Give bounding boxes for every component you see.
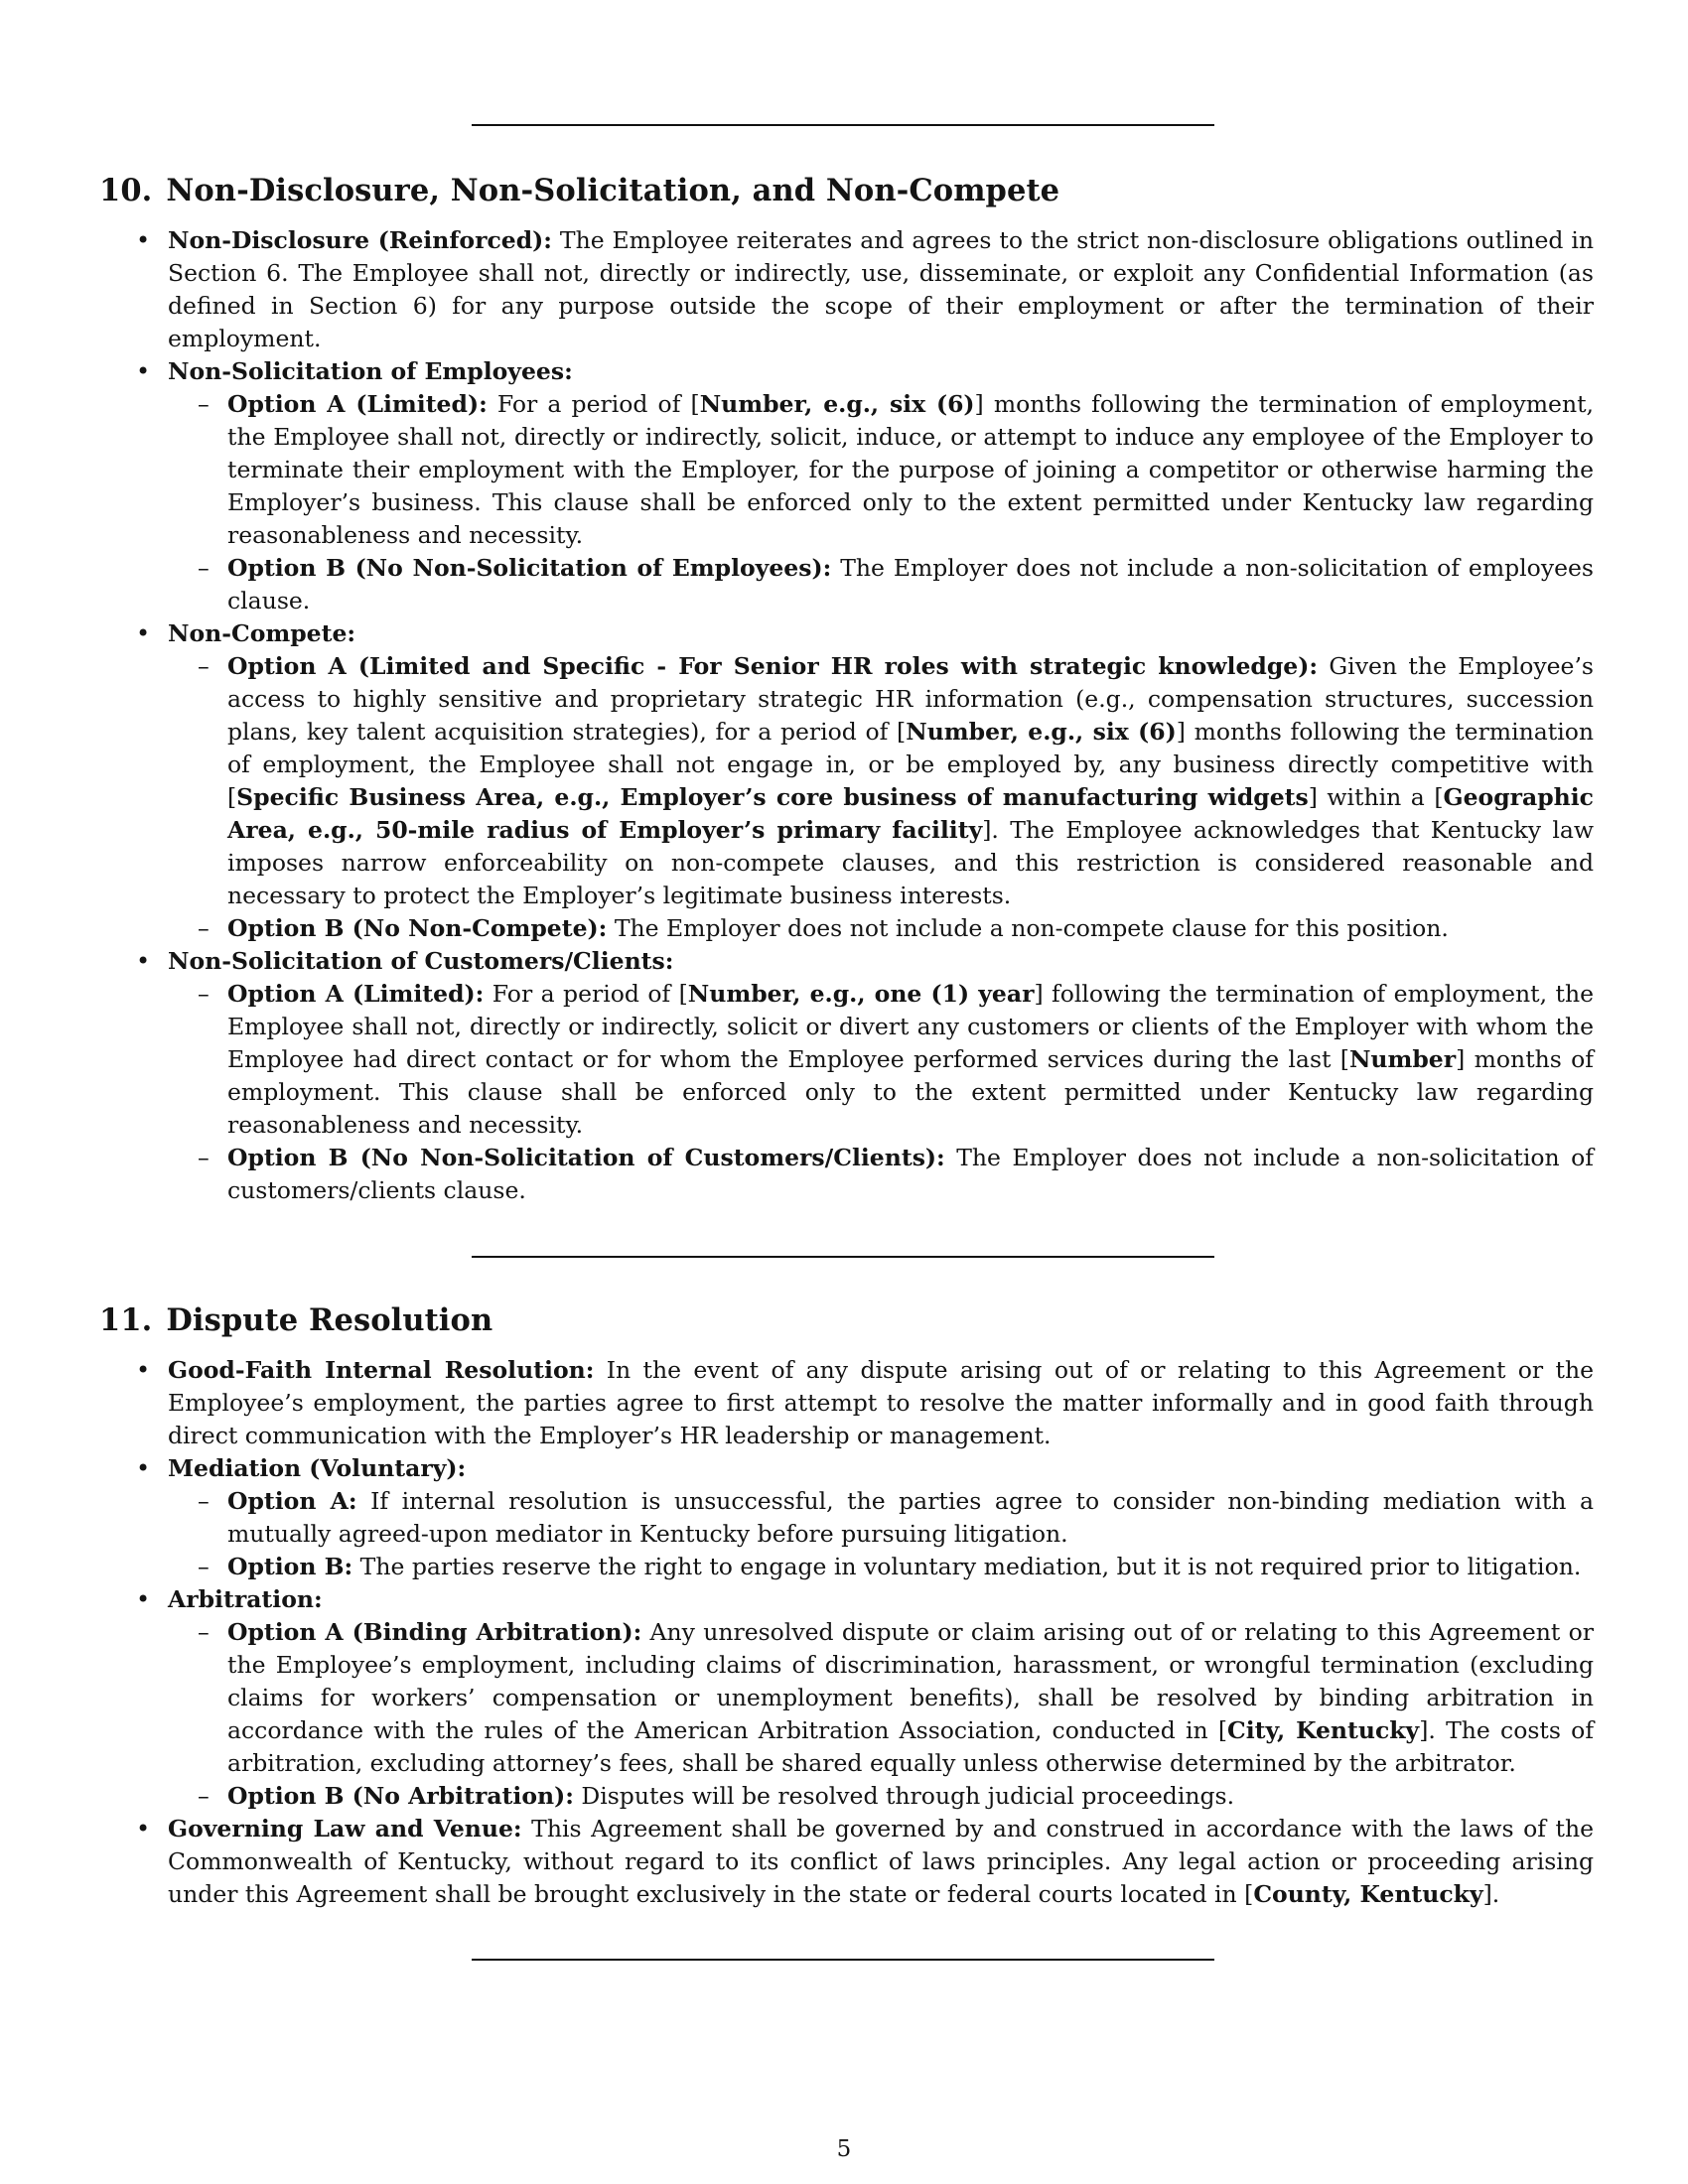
item-label: Non-Compete: xyxy=(168,619,356,647)
item-label: Governing Law and Venue: xyxy=(168,1815,522,1843)
option-text: The parties reserve the right to engage in voluntary mediation, but it is not required prior to litigation. xyxy=(359,1553,1582,1580)
option-label: Option B (No Non-Solicitation of Employees): xyxy=(227,554,832,582)
list-item-non-solicitation-customers xyxy=(99,945,1594,1207)
placeholder-text: Number, e.g., one (1) year xyxy=(687,980,1035,1008)
placeholder-text: Specific Business Area, e.g., Employer’s core business of manufacturing widgets xyxy=(236,783,1309,811)
sub-item-option-b xyxy=(168,1551,1594,1583)
item-label: Non-Solicitation of Customers/Clients: xyxy=(168,947,674,975)
option-text: The Employer does not include a non-compete clause for this position. xyxy=(614,914,1449,942)
placeholder-text: Geographic Area, e.g., 50-mile radius of Employer’s primary facility xyxy=(227,783,1594,844)
item-text: This Agreement shall be governed by and construed in accordance with the laws of the Commonwealth of Kentucky, without regard to its conflict of laws principles. Any legal action or proceeding arising under this Agreement shall be brought exclusively in the state or federal courts located in [ xyxy=(168,1815,1594,1908)
option-text: ] following the termination of employment, the Employee shall not, directly or indirectly, solicit or divert any customers or clients of the Employer with whom the Employee had direct contact or for whom the Employee performed services during the last [ xyxy=(227,980,1594,1073)
item-label: Non-Disclosure (Reinforced): xyxy=(168,226,552,254)
section-list xyxy=(99,224,1594,1207)
section-11 xyxy=(99,1300,1594,1911)
section-heading xyxy=(99,1300,1594,1340)
option-text: Disputes will be resolved through judicial proceedings. xyxy=(581,1782,1235,1810)
option-text: ] months following the termination of employment, the Employee shall not, directly or indirectly, solicit, induce, or attempt to induce any employee of the Employer to terminate their employment with the Employer, for the purpose of joining a competitor or otherwise harming the Employer’s business. This clause shall be enforced only to the extent permitted under Kentucky law regarding reasonableness and necessity. xyxy=(227,390,1595,549)
option-text: Given the Employee’s access to highly sensitive and proprietary strategic HR information (e.g., compensation structures, succession plans, key talent acquisition strategies), for a period of [ xyxy=(227,652,1594,746)
option-label: Option B: xyxy=(227,1553,353,1580)
option-label: Option B (No Arbitration): xyxy=(227,1782,574,1810)
sub-list xyxy=(168,1616,1594,1813)
section-10 xyxy=(99,171,1594,1207)
option-label: Option A (Limited and Specific - For Senior HR roles with strategic knowledge): xyxy=(227,652,1319,680)
option-label: Option A (Limited): xyxy=(227,980,485,1008)
option-text: ] within a [ xyxy=(1308,783,1444,811)
option-text: If internal resolution is unsuccessful, the parties agree to consider non-binding mediation with a mutually agreed-upon mediator in Kentucky before pursuing litigation. xyxy=(227,1487,1594,1548)
horizontal-rule xyxy=(472,124,1214,126)
option-text: The Employer does not include a non-solicitation of employees clause. xyxy=(227,554,1594,614)
placeholder-text: Number xyxy=(1348,1045,1457,1073)
section-list xyxy=(99,1354,1594,1911)
placeholder-text: City, Kentucky xyxy=(1227,1716,1420,1744)
sub-list xyxy=(168,978,1594,1207)
sub-list xyxy=(168,650,1594,945)
list-item-non-compete xyxy=(99,617,1594,945)
option-text: ]. The costs of arbitration, excluding attorney’s fees, shall be shared equally unless otherwise determined by the arbitrator. xyxy=(227,1716,1595,1777)
option-label: Option A (Limited): xyxy=(227,390,488,418)
section-number: 11. xyxy=(99,1302,153,1338)
horizontal-rule xyxy=(472,1959,1214,1961)
item-label: Mediation (Voluntary): xyxy=(168,1454,467,1482)
option-label: Option B (No Non-Compete): xyxy=(227,914,608,942)
option-text: For a period of [ xyxy=(492,980,688,1008)
section-title: Dispute Resolution xyxy=(166,1302,493,1338)
sub-list xyxy=(168,388,1594,617)
option-text: ] months of employment. This clause shall be enforced only to the extent permitted under Kentucky law regarding reasonableness and necessity. xyxy=(227,1045,1594,1139)
section-number: 10. xyxy=(99,173,153,208)
item-label: Non-Solicitation of Employees: xyxy=(168,357,573,385)
list-item-non-disclosure xyxy=(99,224,1594,355)
sub-item-option-a xyxy=(168,978,1594,1142)
option-text: The Employer does not include a non-solicitation of customers/clients clause. xyxy=(227,1144,1594,1204)
option-text: For a period of [ xyxy=(496,390,700,418)
horizontal-rule xyxy=(472,1256,1214,1258)
sub-item-option-b xyxy=(168,1142,1594,1207)
section-heading xyxy=(99,171,1594,210)
option-text: ] months following the termination of employment, the Employee shall not engage in, or be employed by, any business directly competitive with [ xyxy=(227,718,1594,811)
sub-item-option-a xyxy=(168,1616,1594,1780)
list-item-governing-law xyxy=(99,1813,1594,1911)
item-text: ]. xyxy=(1482,1880,1500,1908)
option-text: ]. The Employee acknowledges that Kentucky law imposes narrow enforceability on non-compete clauses, and this restriction is considered reasonable and necessary to protect the Employer’s legitimate business interests. xyxy=(227,816,1594,909)
placeholder-text: County, Kentucky xyxy=(1253,1880,1483,1908)
sub-list xyxy=(168,1485,1594,1583)
option-text: Any unresolved dispute or claim arising out of or relating to this Agreement or the Employee’s employment, including claims of discrimination, harassment, or wrongful termination (excluding claims for workers’ compensation or unemployment benefits), shall be resolved by binding arbitration in accordance with the rules of the American Arbitration Association, conducted in [ xyxy=(227,1618,1594,1744)
list-item-arbitration xyxy=(99,1583,1594,1813)
item-text: In the event of any dispute arising out of or relating to this Agreement or the Employee’s employment, the parties agree to first attempt to resolve the matter informally and in good faith through direct communication with the Employer’s HR leadership or management. xyxy=(168,1356,1594,1449)
placeholder-text: Number, e.g., six (6) xyxy=(699,390,975,418)
sub-item-option-b xyxy=(168,912,1594,945)
placeholder-text: Number, e.g., six (6) xyxy=(906,718,1177,746)
list-item-mediation xyxy=(99,1452,1594,1583)
option-label: Option B (No Non-Solicitation of Customers/Clients): xyxy=(227,1144,945,1171)
item-label: Good-Faith Internal Resolution: xyxy=(168,1356,595,1384)
sub-item-option-b xyxy=(168,552,1594,617)
sub-item-option-a xyxy=(168,388,1594,552)
option-label: Option A: xyxy=(227,1487,357,1515)
item-text: The Employee reiterates and agrees to the strict non-disclosure obligations outlined in Section 6. The Employee shall not, directly or indirectly, use, disseminate, or exploit any Confidential Information (as defined in Section 6) for any purpose outside the scope of their employment or after the termination of their employment. xyxy=(168,226,1594,352)
option-label: Option A (Binding Arbitration): xyxy=(227,1618,642,1646)
list-item-non-solicitation-employees xyxy=(99,355,1594,617)
item-label: Arbitration: xyxy=(168,1585,323,1613)
page-number: 5 xyxy=(836,2136,852,2162)
section-title: Non-Disclosure, Non-Solicitation, and Non-Compete xyxy=(166,173,1060,208)
sub-item-option-a xyxy=(168,650,1594,912)
sub-item-option-b xyxy=(168,1780,1594,1813)
sub-item-option-a xyxy=(168,1485,1594,1551)
list-item-internal-resolution xyxy=(99,1354,1594,1452)
